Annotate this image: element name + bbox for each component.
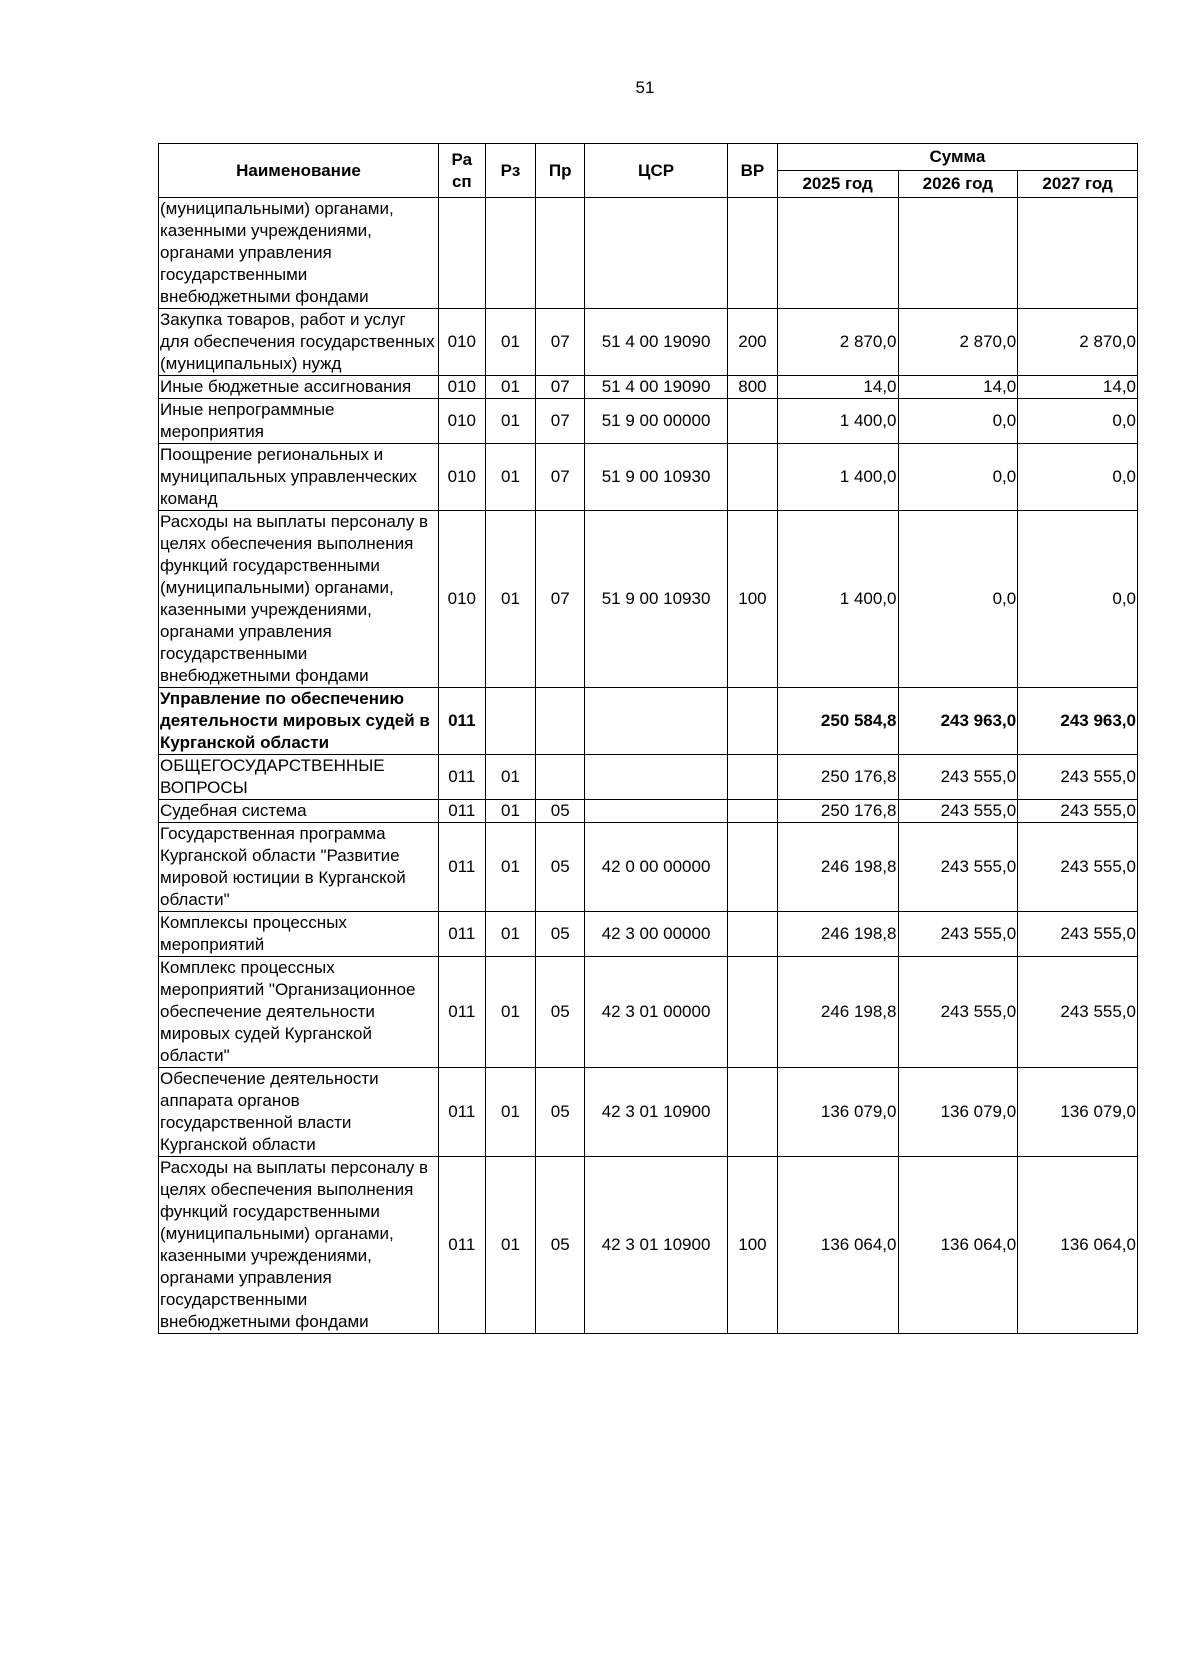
cell-2026: 14,0 [898,376,1018,399]
cell-rasp: 011 [438,957,485,1068]
header-pr: Пр [536,144,585,198]
cell-2026: 0,0 [898,399,1018,444]
cell-2027: 136 079,0 [1018,1068,1138,1157]
cell-vr [728,800,778,823]
cell-pr: 05 [536,1068,585,1157]
cell-2027: 14,0 [1018,376,1138,399]
cell-csr: 42 3 00 00000 [585,912,728,957]
cell-2025: 136 064,0 [777,1157,898,1334]
header-vr: ВР [728,144,778,198]
cell-rasp: 011 [438,1157,485,1334]
cell-csr: 51 9 00 00000 [585,399,728,444]
cell-pr [536,755,585,800]
cell-vr [728,823,778,912]
header-2027: 2027 год [1018,171,1138,198]
cell-2027: 0,0 [1018,511,1138,688]
cell-2026: 136 064,0 [898,1157,1018,1334]
cell-2025: 1 400,0 [777,444,898,511]
cell-2027: 2 870,0 [1018,309,1138,376]
cell-vr [728,912,778,957]
cell-pr: 07 [536,444,585,511]
header-name: Наименование [159,144,439,198]
cell-name: Государственная программа Курганской области "Развитие мировой юстиции в Курганской области" [159,823,439,912]
cell-rasp: 011 [438,1068,485,1157]
cell-2025: 246 198,8 [777,957,898,1068]
cell-vr [728,198,778,309]
cell-2026: 0,0 [898,511,1018,688]
cell-vr [728,957,778,1068]
cell-2026: 2 870,0 [898,309,1018,376]
cell-name: Обеспечение деятельности аппарата органов государственной власти Курганской области [159,1068,439,1157]
cell-vr [728,688,778,755]
table-body [159,198,1138,1334]
cell-rz: 01 [485,823,536,912]
cell-2026 [898,198,1018,309]
cell-csr: 42 3 01 00000 [585,957,728,1068]
cell-rasp: 010 [438,309,485,376]
cell-2027: 243 555,0 [1018,823,1138,912]
cell-rasp: 011 [438,823,485,912]
cell-2025: 246 198,8 [777,823,898,912]
cell-2026: 243 555,0 [898,755,1018,800]
cell-name: ОБЩЕГОСУДАРСТВЕННЫЕ ВОПРОСЫ [159,755,439,800]
cell-rz: 01 [485,1157,536,1334]
cell-rasp: 011 [438,755,485,800]
table-row [159,755,1138,800]
cell-2025: 250 584,8 [777,688,898,755]
cell-vr: 800 [728,376,778,399]
table-row [159,1157,1138,1334]
cell-pr: 07 [536,511,585,688]
cell-pr: 05 [536,800,585,823]
cell-rz: 01 [485,912,536,957]
cell-2025: 1 400,0 [777,511,898,688]
table-row [159,800,1138,823]
cell-name: Иные непрограммные мероприятия [159,399,439,444]
cell-vr [728,444,778,511]
cell-csr: 51 4 00 19090 [585,309,728,376]
cell-pr: 05 [536,823,585,912]
page-number: 51 [635,78,655,97]
cell-2027: 243 963,0 [1018,688,1138,755]
cell-vr: 100 [728,1157,778,1334]
cell-vr [728,399,778,444]
cell-pr: 05 [536,957,585,1068]
cell-2025: 250 176,8 [777,800,898,823]
cell-rz: 01 [485,957,536,1068]
cell-2026: 243 555,0 [898,800,1018,823]
table-row [159,823,1138,912]
table-row [159,399,1138,444]
cell-2025 [777,198,898,309]
cell-2025: 250 176,8 [777,755,898,800]
cell-2027: 243 555,0 [1018,755,1138,800]
cell-name: Закупка товаров, работ и услуг для обеспечения государственных (муниципальных) нужд [159,309,439,376]
cell-csr: 51 9 00 10930 [585,444,728,511]
cell-csr [585,198,728,309]
cell-rz: 01 [485,755,536,800]
budget-table [158,143,1138,1334]
header-csr: ЦСР [585,144,728,198]
cell-2027: 0,0 [1018,444,1138,511]
cell-csr: 51 9 00 10930 [585,511,728,688]
cell-rasp: 011 [438,688,485,755]
cell-name: Расходы на выплаты персоналу в целях обеспечения выполнения функций государственными (муниципальными) органами, казенными учреждениями, органами управления государственными внебюджетными фондами [159,511,439,688]
cell-csr: 42 3 01 10900 [585,1068,728,1157]
cell-rasp [438,198,485,309]
cell-name: Расходы на выплаты персоналу в целях обеспечения выполнения функций государственными (муниципальными) органами, казенными учреждениями, органами управления государственными внебюджетными фондами [159,1157,439,1334]
cell-vr [728,1068,778,1157]
header-2026: 2026 год [898,171,1018,198]
cell-name: Поощрение региональных и муниципальных управленческих команд [159,444,439,511]
cell-2025: 2 870,0 [777,309,898,376]
cell-rasp: 010 [438,511,485,688]
cell-2026: 243 555,0 [898,912,1018,957]
cell-rz: 01 [485,376,536,399]
cell-2027: 136 064,0 [1018,1157,1138,1334]
cell-name: Комплекс процессных мероприятий "Организационное обеспечение деятельности мировых судей Курганской области" [159,957,439,1068]
cell-name: (муниципальными) органами, казенными учреждениями, органами управления государственными внебюджетными фондами [159,198,439,309]
cell-2026: 243 963,0 [898,688,1018,755]
cell-2026: 0,0 [898,444,1018,511]
cell-pr: 07 [536,399,585,444]
cell-vr: 100 [728,511,778,688]
cell-2025: 246 198,8 [777,912,898,957]
cell-2026: 243 555,0 [898,957,1018,1068]
cell-name: Судебная система [159,800,439,823]
cell-2027: 243 555,0 [1018,800,1138,823]
cell-csr [585,755,728,800]
cell-rz: 01 [485,309,536,376]
cell-rz [485,198,536,309]
header-sum: Сумма [777,144,1137,171]
cell-rz: 01 [485,1068,536,1157]
table-row [159,376,1138,399]
cell-name: Комплексы процессных мероприятий [159,912,439,957]
cell-pr: 05 [536,1157,585,1334]
table-row [159,688,1138,755]
table-row [159,912,1138,957]
cell-2025: 136 079,0 [777,1068,898,1157]
cell-pr [536,688,585,755]
cell-2027: 243 555,0 [1018,912,1138,957]
cell-rasp: 010 [438,399,485,444]
cell-vr [728,755,778,800]
cell-pr: 07 [536,309,585,376]
cell-pr [536,198,585,309]
cell-2025: 14,0 [777,376,898,399]
cell-name: Управление по обеспечению деятельности мировых судей в Курганской области [159,688,439,755]
cell-csr: 42 0 00 00000 [585,823,728,912]
table-row [159,957,1138,1068]
cell-2027 [1018,198,1138,309]
cell-rz: 01 [485,511,536,688]
header-rz: Рз [485,144,536,198]
table-row [159,309,1138,376]
cell-csr: 42 3 01 10900 [585,1157,728,1334]
cell-2027: 0,0 [1018,399,1138,444]
cell-pr: 07 [536,376,585,399]
table-row [159,444,1138,511]
cell-rz [485,688,536,755]
cell-csr [585,800,728,823]
cell-rasp: 010 [438,376,485,399]
cell-2026: 243 555,0 [898,823,1018,912]
table-row [159,511,1138,688]
cell-rz: 01 [485,800,536,823]
cell-rz: 01 [485,444,536,511]
cell-pr: 05 [536,912,585,957]
cell-name: Иные бюджетные ассигнования [159,376,439,399]
cell-2025: 1 400,0 [777,399,898,444]
header-rasp: Ра сп [438,144,485,198]
cell-rz: 01 [485,399,536,444]
cell-2027: 243 555,0 [1018,957,1138,1068]
cell-2026: 136 079,0 [898,1068,1018,1157]
header-2025: 2025 год [777,171,898,198]
cell-csr: 51 4 00 19090 [585,376,728,399]
cell-rasp: 010 [438,444,485,511]
cell-rasp: 011 [438,800,485,823]
cell-vr: 200 [728,309,778,376]
table-row [159,1068,1138,1157]
cell-csr [585,688,728,755]
cell-rasp: 011 [438,912,485,957]
table-row [159,198,1138,309]
